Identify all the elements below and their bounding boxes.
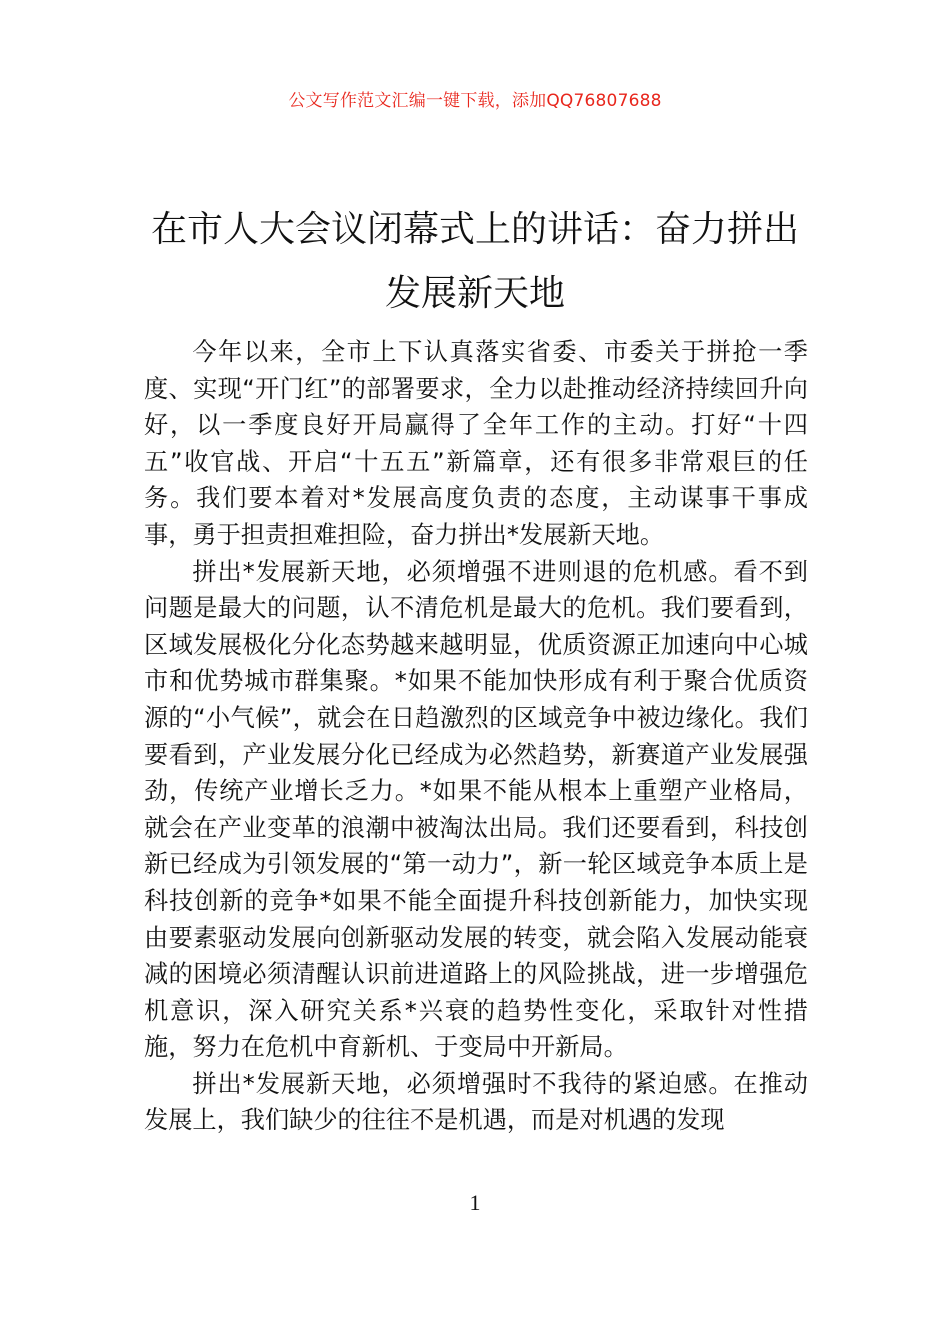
document-title [100, 198, 850, 326]
document-body [144, 334, 808, 1139]
paragraph-3: 拼出*发展新天地，必须增强时不我待的紧迫感。在推动发展上，我们缺少的往往不是机遇，而是对机遇的发现 [144, 1069, 808, 1135]
title-line-1: 在市人大会议闭幕式上的讲话：奋力拼出 [150, 209, 799, 251]
title-line-2: 发展新天地 [384, 273, 565, 315]
paragraph-1: 今年以来，全市上下认真落实省委、市委关于拼抢一季度、实现“开门红”的部署要求，全力以赴推动经济持续回升向好，以一季度良好开局赢得了全年工作的主动。打好“十四五”收官战、开启“十五五”新篇章，还有很多非常艰巨的任务。我们要本着对*发展高度负责的态度，主动谋事干事成事，勇于担责担难担险，奋力拼出*发展新天地。 [144, 338, 808, 549]
paragraph-2: 拼出*发展新天地，必须增强不进则退的危机感。看不到问题是最大的问题，认不清危机是最大的危机。我们要看到，区域发展极化分化态势越来越明显，优质资源正加速向中心城市和优势城市群集聚。*如果不能加快形成有利于聚合优质资源的“小气候”，就会在日趋激烈的区域竞争中被边缘化。我们要看到，产业发展分化已经成为必然趋势，新赛道产业发展强劲，传统产业增长乏力。*如果不能从根本上重塑产业格局，就会在产业变革的浪潮中被淘汰出局。我们还要看到，科技创新已经成为引领发展的“第一动力”，新一轮区域竞争本质上是科技创新的竞争*如果不能全面提升科技创新能力，加快实现由要素驱动发展向创新驱动发展的转变，就会陷入发展动能衰减的困境必须清醒认识前进道路上的风险挑战，进一步增强危机意识，深入研究关系*兴衰的趋势性变化，采取针对性措施，努力在危机中育新机、于变局中开新局。 [144, 557, 808, 1062]
download-notice: 公文写作范文汇编一键下载，添加QQ76807688 [288, 91, 662, 111]
page-number: 1 [469, 1190, 481, 1215]
